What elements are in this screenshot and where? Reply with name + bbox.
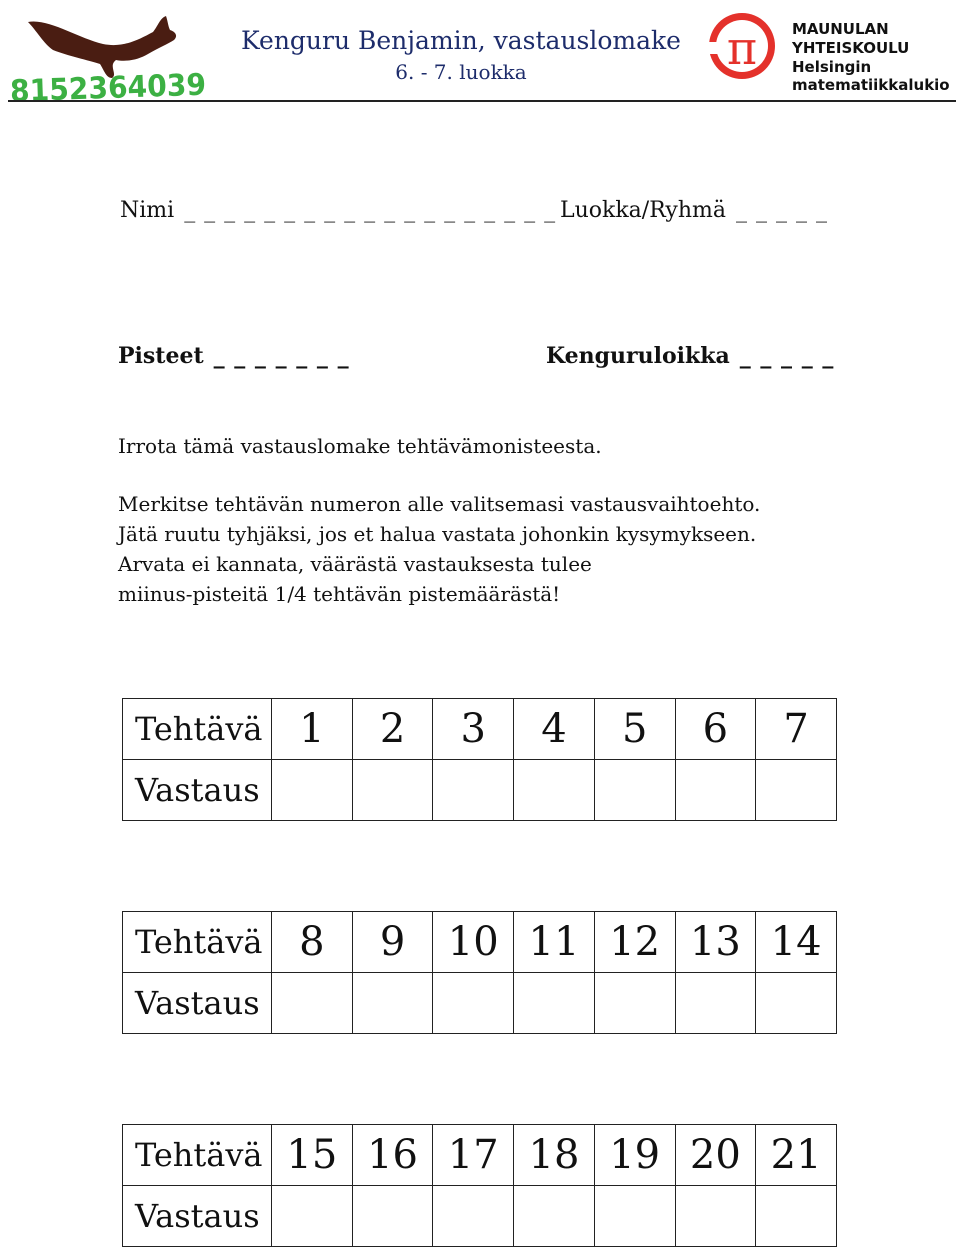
answer-cell[interactable] xyxy=(756,1186,837,1247)
answer-cell[interactable] xyxy=(675,760,756,821)
class-blank[interactable]: _ _ _ _ _ xyxy=(735,198,828,223)
answer-table-3 xyxy=(122,1124,837,1247)
answer-cell[interactable] xyxy=(433,760,514,821)
answer-cell[interactable] xyxy=(594,1186,675,1247)
answer-cell[interactable] xyxy=(272,760,353,821)
school-name-line4: matematiikkalukio xyxy=(792,76,950,94)
task-number: 9 xyxy=(352,912,433,973)
task-number: 15 xyxy=(272,1125,353,1186)
answer-cell[interactable] xyxy=(352,1186,433,1247)
answer-cell[interactable] xyxy=(433,1186,514,1247)
task-number: 8 xyxy=(272,912,353,973)
answer-cell[interactable] xyxy=(352,760,433,821)
grade-label: 6. - 7. luokka xyxy=(395,60,527,84)
answer-cell[interactable] xyxy=(675,973,756,1034)
task-number: 13 xyxy=(675,912,756,973)
name-label: Nimi xyxy=(120,198,175,223)
task-number: 6 xyxy=(675,699,756,760)
task-number: 18 xyxy=(514,1125,595,1186)
answer-row-label: Vastaus xyxy=(123,1186,272,1247)
task-number: 7 xyxy=(756,699,837,760)
instruction-line: Jätä ruutu tyhjäksi, jos et halua vastata johonkin kysymykseen. xyxy=(118,522,757,546)
instruction-line: Arvata ei kannata, väärästä vastauksesta tulee xyxy=(118,552,592,576)
answer-row xyxy=(123,973,837,1034)
task-number: 17 xyxy=(433,1125,514,1186)
task-number: 2 xyxy=(352,699,433,760)
task-number: 10 xyxy=(433,912,514,973)
answer-cell[interactable] xyxy=(756,760,837,821)
header-divider xyxy=(8,100,956,102)
task-row-label: Tehtävä xyxy=(123,1125,272,1186)
kangaroo-jump-field[interactable] xyxy=(546,342,834,370)
task-number: 1 xyxy=(272,699,353,760)
answer-cell[interactable] xyxy=(272,973,353,1034)
answer-row-label: Vastaus xyxy=(123,973,272,1034)
points-field[interactable] xyxy=(118,342,350,370)
answer-cell[interactable] xyxy=(514,1186,595,1247)
instruction-line: miinus-pisteitä 1/4 tehtävän pistemäärästä! xyxy=(118,582,561,606)
answer-cell[interactable] xyxy=(594,760,675,821)
name-blank[interactable]: _ _ _ _ _ _ _ _ _ _ _ _ _ _ _ _ _ _ _ xyxy=(184,198,557,223)
school-name-line1: MAUNULAN xyxy=(792,20,889,38)
task-number: 11 xyxy=(514,912,595,973)
task-number-row xyxy=(123,699,837,760)
task-row-label: Tehtävä xyxy=(123,699,272,760)
task-number: 3 xyxy=(433,699,514,760)
class-field[interactable] xyxy=(560,197,828,225)
school-name-line2: YHTEISKOULU xyxy=(792,39,910,57)
detach-instruction xyxy=(118,431,602,461)
answer-cell[interactable] xyxy=(594,973,675,1034)
instruction-line: Merkitse tehtävän numeron alle valitsemasi vastausvaihtoehto. xyxy=(118,492,761,516)
task-number: 12 xyxy=(594,912,675,973)
task-number: 16 xyxy=(352,1125,433,1186)
answer-instructions xyxy=(118,489,760,609)
points-blank[interactable]: _ _ _ _ _ _ _ xyxy=(213,343,350,369)
school-logo xyxy=(706,8,956,96)
answer-row xyxy=(123,760,837,821)
answer-row-label: Vastaus xyxy=(123,760,272,821)
answer-cell[interactable] xyxy=(272,1186,353,1247)
answer-cell[interactable] xyxy=(514,760,595,821)
task-number: 5 xyxy=(594,699,675,760)
answer-row xyxy=(123,1186,837,1247)
kangaroo-jump-blank[interactable]: _ _ _ _ _ xyxy=(739,343,835,369)
task-row-label: Tehtävä xyxy=(123,912,272,973)
task-number: 20 xyxy=(675,1125,756,1186)
detach-text: Irrota tämä vastauslomake tehtävämonisteesta. xyxy=(118,434,602,458)
task-number-row xyxy=(123,1125,837,1186)
answer-table-2 xyxy=(122,911,837,1034)
answer-cell[interactable] xyxy=(756,973,837,1034)
class-label: Luokka/Ryhmä xyxy=(560,198,726,223)
answer-cell[interactable] xyxy=(675,1186,756,1247)
task-number: 14 xyxy=(756,912,837,973)
school-name-line3: Helsingin xyxy=(792,58,872,76)
name-field[interactable] xyxy=(120,197,556,225)
task-number: 21 xyxy=(756,1125,837,1186)
task-number-row xyxy=(123,912,837,973)
task-number: 4 xyxy=(514,699,595,760)
answer-cell[interactable] xyxy=(514,973,595,1034)
answer-cell[interactable] xyxy=(352,973,433,1034)
form-title: Kenguru Benjamin, vastauslomake xyxy=(241,26,681,55)
task-number: 19 xyxy=(594,1125,675,1186)
answer-table-1 xyxy=(122,698,837,821)
points-label: Pisteet xyxy=(118,343,204,369)
kangaroo-logo xyxy=(8,8,208,102)
pi-symbol: π xyxy=(726,21,758,75)
kangaroo-logo-digits: 8152364039 xyxy=(9,67,208,102)
kangaroo-jump-label: Kenguruloikka xyxy=(546,343,730,369)
answer-cell[interactable] xyxy=(433,973,514,1034)
